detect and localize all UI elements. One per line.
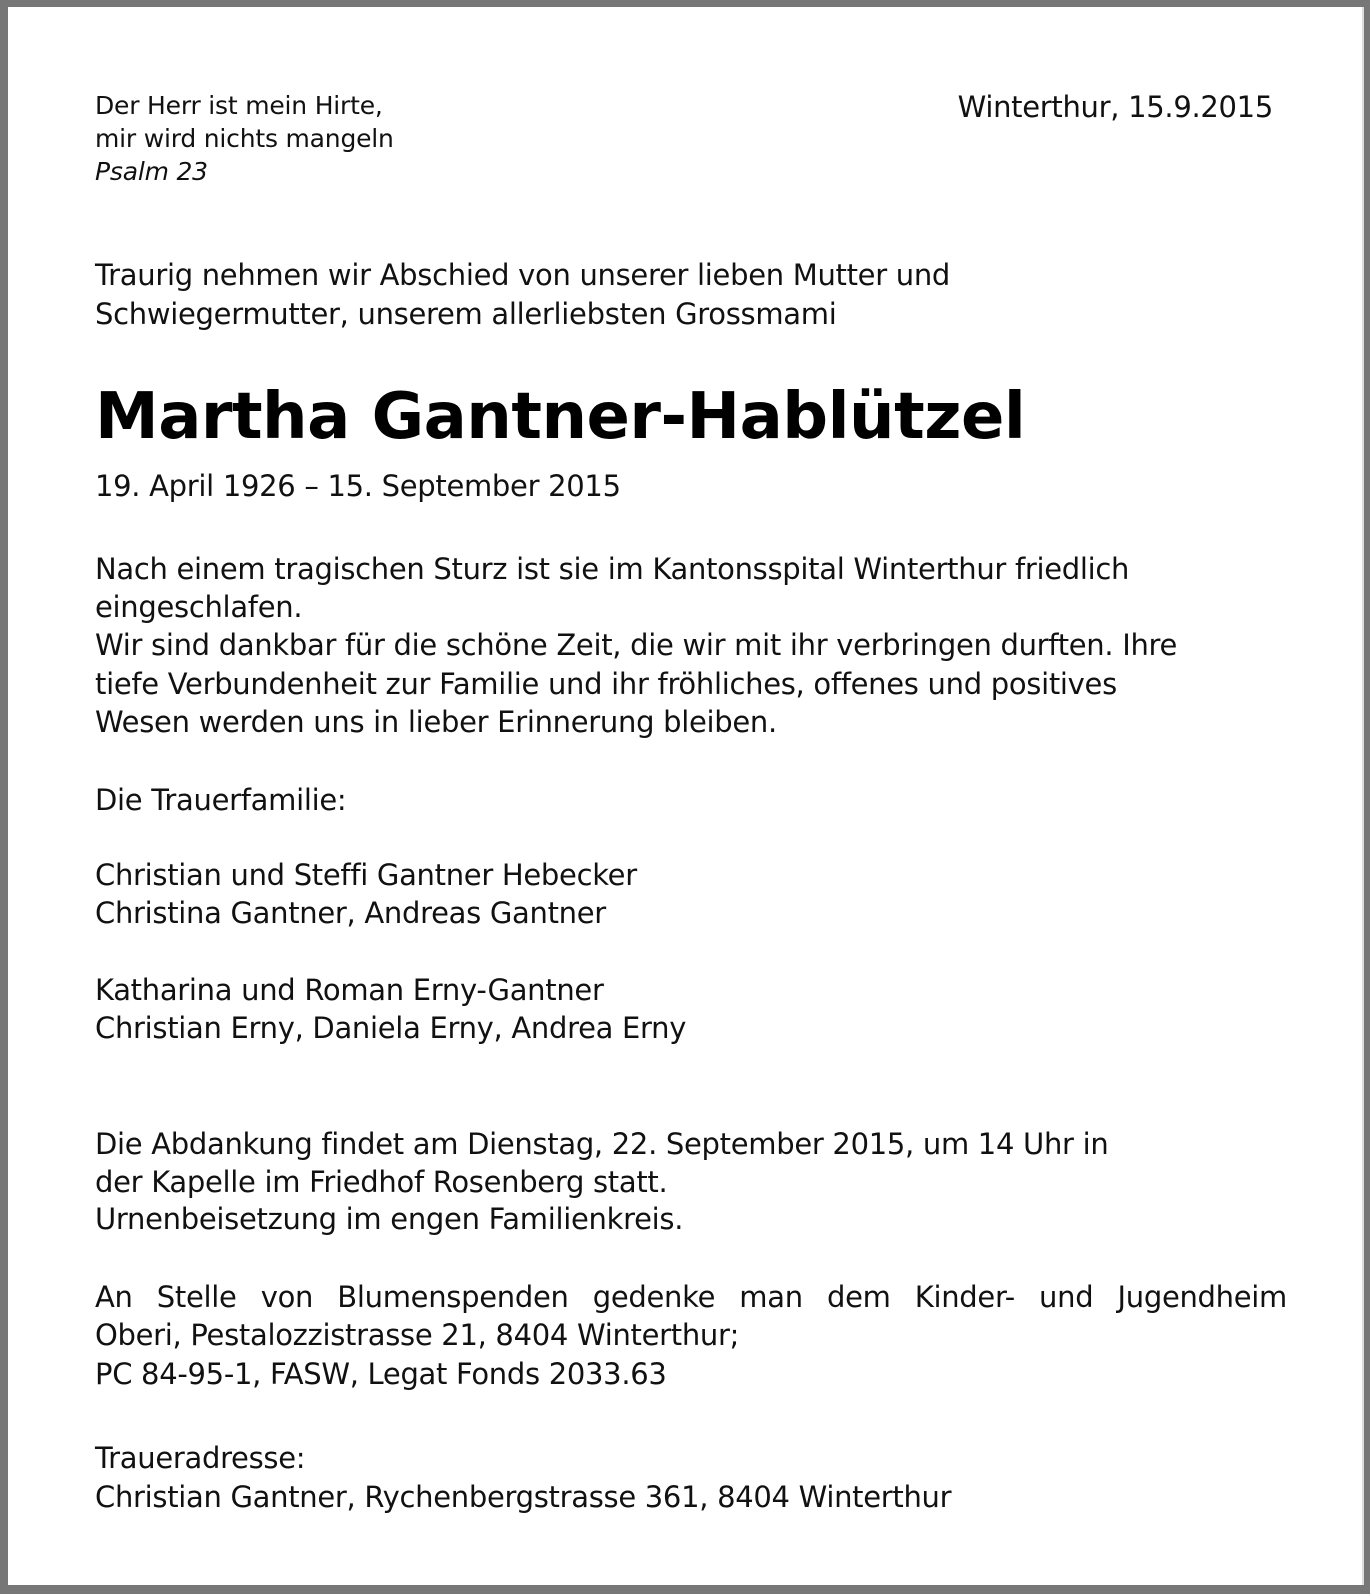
- message-line-3: Wir sind dankbar für die schöne Zeit, die wir mit ihr verbringen durften. Ihre: [95, 628, 1178, 662]
- service-line-1: Die Abdankung findet am Dienstag, 22. September 2015, um 14 Uhr in: [95, 1127, 1109, 1161]
- address-heading: Traueradresse:: [95, 1441, 306, 1475]
- mourning-address: Christian Gantner, Rychenbergstrasse 361, 8404 Winterthur: [95, 1480, 952, 1514]
- donation-line-1: An Stelle von Blumenspenden gedenke man dem Kinder- und Jugendheim: [95, 1280, 1287, 1314]
- message-line-2: eingeschlafen.: [95, 590, 303, 624]
- family-member-line: Christian Erny, Daniela Erny, Andrea Erny: [95, 1011, 687, 1045]
- intro-line-2: Schwiegermutter, unserem allerliebsten Grossmami: [95, 297, 837, 331]
- intro-line-1: Traurig nehmen wir Abschied von unserer lieben Mutter und: [95, 258, 951, 292]
- page-edge-shadow: [1362, 7, 1364, 1585]
- service-line-2: der Kapelle im Friedhof Rosenberg statt.: [95, 1165, 668, 1199]
- service-line-3: Urnenbeisetzung im engen Familienkreis.: [95, 1202, 684, 1236]
- family-member-line: Katharina und Roman Erny-Gantner: [95, 973, 604, 1007]
- deceased-name: Martha Gantner-Hablützel: [95, 380, 1026, 454]
- life-dates: 19. April 1926 – 15. September 2015: [95, 469, 621, 503]
- message-line-1: Nach einem tragischen Sturz ist sie im Kantonsspital Winterthur friedlich: [95, 552, 1130, 586]
- psalm-verse-line-2: mir wird nichts mangeln: [95, 124, 394, 153]
- psalm-source: Psalm 23: [95, 157, 208, 186]
- obituary-page: [8, 7, 1362, 1585]
- donation-line-3: PC 84-95-1, FASW, Legat Fonds 2033.63: [95, 1357, 667, 1391]
- psalm-verse-line-1: Der Herr ist mein Hirte,: [95, 91, 383, 120]
- donation-line-2: Oberi, Pestalozzistrasse 21, 8404 Winterthur;: [95, 1318, 740, 1352]
- place-date: Winterthur, 15.9.2015: [957, 90, 1273, 124]
- message-line-4: tiefe Verbundenheit zur Familie und ihr fröhliches, offenes und positives: [95, 667, 1117, 701]
- family-member-line: Christian und Steffi Gantner Hebecker: [95, 858, 637, 892]
- family-heading: Die Trauerfamilie:: [95, 783, 347, 817]
- family-member-line: Christina Gantner, Andreas Gantner: [95, 896, 606, 930]
- message-line-5: Wesen werden uns in lieber Erinnerung bleiben.: [95, 705, 777, 739]
